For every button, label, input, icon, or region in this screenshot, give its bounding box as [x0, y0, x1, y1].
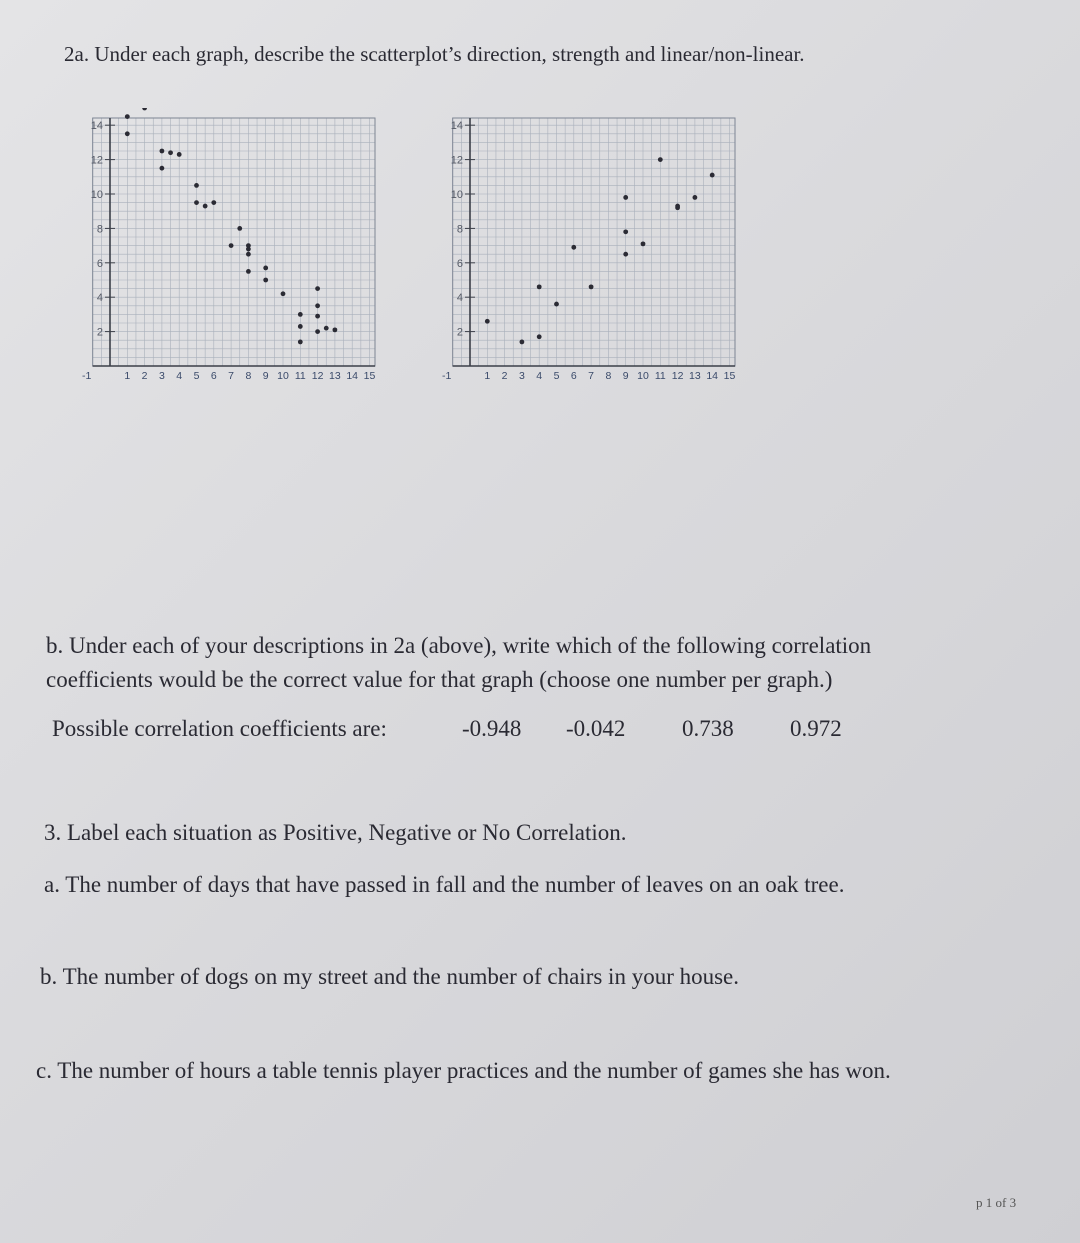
scatter-point	[263, 266, 268, 271]
plot-border	[90, 118, 375, 366]
scatter-point	[160, 149, 165, 154]
y-tick-label: 10	[450, 189, 463, 201]
scatter-point	[675, 204, 680, 209]
scatter-point	[485, 319, 490, 324]
scatter-point	[203, 204, 208, 209]
x-tick-label: 13	[689, 370, 701, 382]
question-3a: a. The number of days that have passed in fall and the number of leaves on an oak tree.	[44, 872, 845, 897]
scatter-point	[263, 278, 268, 283]
y-tick-label: 8	[456, 223, 463, 236]
scatter-point	[571, 245, 576, 250]
x-tick-label: -1	[442, 370, 452, 382]
y-tick-label: 14	[450, 120, 463, 133]
coefficients-label: Possible correlation coefficients are:	[52, 716, 387, 741]
scatter-point	[623, 195, 628, 200]
y-tick-label: 12	[90, 154, 103, 167]
scatter-point	[315, 314, 320, 319]
scatter-point	[246, 269, 251, 274]
scatter-point	[315, 286, 320, 291]
x-tick-label: 13	[329, 370, 341, 382]
question-2b-line2: coefficients would be the correct value for that graph (choose one number per graph.)	[46, 667, 833, 692]
scatter-point	[246, 243, 251, 248]
scatter-point	[333, 327, 338, 332]
x-tick-label: 1	[484, 370, 491, 382]
scatter-point	[125, 131, 130, 136]
x-tick-label: 14	[346, 370, 359, 382]
y-tick-label: 2	[456, 326, 463, 339]
x-tick-label: 2	[141, 370, 148, 382]
scatter-point	[315, 329, 320, 334]
coefficient-1: -0.948	[462, 716, 522, 741]
grid	[90, 118, 375, 366]
scatter-point	[710, 173, 715, 178]
x-tick-label: 4	[176, 370, 183, 382]
scatter-point	[623, 252, 628, 257]
scatter-point	[237, 226, 242, 231]
x-tick-label: 11	[294, 370, 306, 382]
x-tick-label: 9	[262, 370, 269, 382]
scatter-point	[211, 200, 216, 205]
scatter-point	[315, 303, 320, 308]
scatter-point	[168, 150, 173, 155]
scatter-point	[281, 291, 286, 296]
x-tick-label: 2	[501, 370, 508, 382]
x-tick-label: 7	[228, 370, 235, 382]
page-number: p 1 of 3	[976, 1195, 1017, 1210]
y-tick-label: 6	[456, 257, 463, 270]
x-tick-label: 5	[193, 370, 200, 382]
scatter-point	[194, 183, 199, 188]
scatter-point	[246, 252, 251, 257]
x-tick-label: 7	[588, 370, 595, 382]
coefficient-3: 0.738	[682, 716, 734, 741]
y-tick-label: 6	[96, 257, 103, 270]
coefficient-2: -0.042	[566, 716, 626, 741]
scatter-point	[324, 326, 329, 331]
scatter-point	[537, 334, 542, 339]
y-tick-label: 8	[96, 223, 103, 236]
scatter-point	[623, 229, 628, 234]
x-tick-label: 12	[671, 370, 684, 382]
y-tick-label: 14	[90, 120, 103, 133]
scatter-point	[554, 302, 559, 307]
question-2a: 2a. Under each graph, describe the scatterplot’s direction, strength and linear/non-linear.	[64, 42, 805, 66]
scatter-point	[194, 200, 199, 205]
scatter-point	[298, 324, 303, 329]
question-3: 3. Label each situation as Positive, Negative or No Correlation.	[44, 820, 627, 845]
x-tick-label: 8	[245, 370, 252, 382]
y-tick-label: 4	[456, 292, 463, 305]
x-tick-label: 6	[210, 370, 217, 382]
scatter-point	[177, 152, 182, 157]
scatter-point	[298, 340, 303, 345]
x-tick-label: 15	[723, 370, 736, 382]
x-tick-label: 4	[536, 370, 543, 382]
scatter-point	[229, 243, 234, 248]
x-tick-label: 15	[363, 370, 376, 382]
scatter-point	[160, 166, 165, 171]
x-tick-label: 11	[654, 370, 666, 382]
coefficient-4: 0.972	[790, 716, 842, 741]
y-tick-label: 10	[90, 189, 103, 201]
x-tick-label: 8	[605, 370, 612, 382]
scatter-point	[589, 284, 594, 289]
y-tick-label: 2	[96, 326, 103, 339]
x-tick-label: 9	[622, 370, 629, 382]
question-3c: c. The number of hours a table tennis player practices and the number of games she has won.	[36, 1058, 891, 1083]
x-tick-label: 10	[277, 370, 289, 382]
grid	[450, 118, 735, 366]
question-3b: b. The number of dogs on my street and the number of chairs in your house.	[40, 964, 740, 989]
scatter-point	[298, 312, 303, 317]
scatter-point	[641, 241, 646, 246]
x-tick-label: 3	[518, 370, 525, 382]
question-2b-line1: b. Under each of your descriptions in 2a (above), write which of the following correlation	[46, 633, 872, 658]
scatter-point	[537, 284, 542, 289]
y-tick-label: 12	[450, 154, 463, 167]
scatter-point	[520, 340, 525, 345]
x-tick-label: 12	[311, 370, 324, 382]
scatterplot-positive	[440, 108, 750, 398]
scatterplot-negative	[80, 108, 390, 398]
x-tick-label: 14	[706, 370, 719, 382]
scatter-point	[142, 108, 147, 110]
scatter-point	[658, 157, 663, 162]
scatter-point	[125, 114, 130, 119]
scatter-point	[693, 195, 698, 200]
x-tick-label: 3	[158, 370, 165, 382]
x-tick-label: -1	[82, 370, 92, 382]
y-tick-label: 4	[96, 292, 103, 305]
x-tick-label: 1	[124, 370, 131, 382]
x-tick-label: 10	[637, 370, 649, 382]
x-tick-label: 6	[570, 370, 577, 382]
plot-border	[450, 118, 735, 366]
x-tick-label: 5	[553, 370, 560, 382]
